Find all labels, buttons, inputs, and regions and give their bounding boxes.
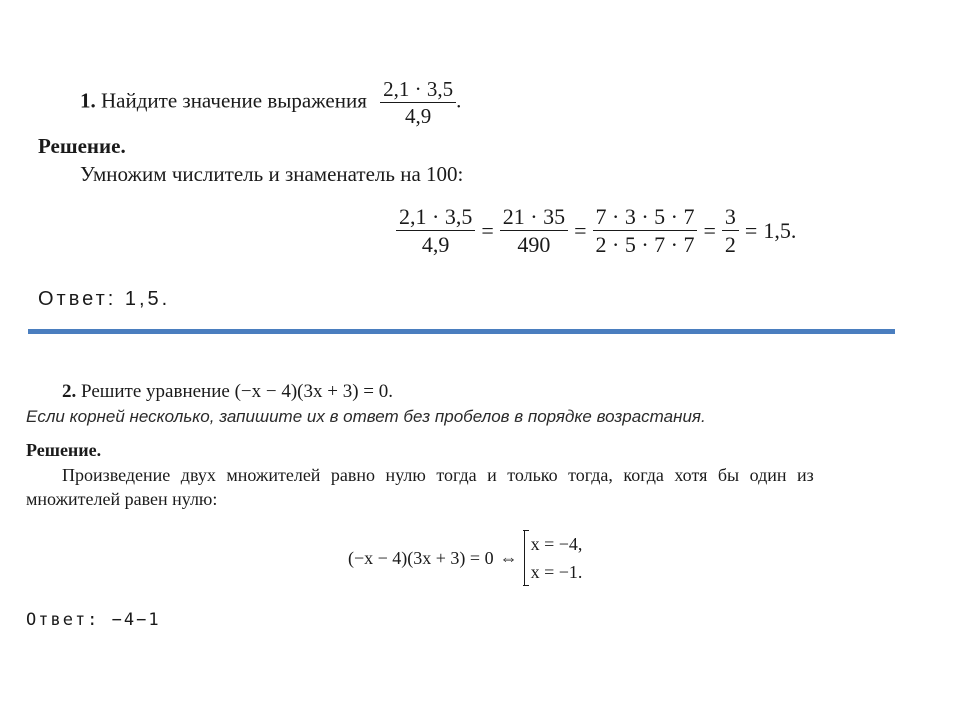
answer-label: Ответ: <box>26 610 100 630</box>
chain-fraction <box>396 205 475 256</box>
chain-result: 1,5. <box>763 217 797 243</box>
fraction-numerator: 2,1 · 3,5 <box>396 205 475 231</box>
root-row: x = −1. <box>530 562 583 582</box>
fraction-denominator: 2 · 5 · 7 · 7 <box>595 232 695 258</box>
root-row: x = −4, <box>530 534 583 554</box>
fraction-denominator: 490 <box>517 232 551 258</box>
problem-2-equivalence <box>348 530 582 586</box>
equals-sign: = <box>481 217 494 243</box>
answer-value: −4−1 <box>111 610 161 630</box>
problem-2-task <box>62 381 393 403</box>
equals-sign: = <box>703 217 716 243</box>
fraction-numerator: 2,1 · 3,5 <box>380 78 456 103</box>
problem-2-task-text: Решите уравнение <box>81 381 230 402</box>
problem-1-calculation-chain <box>396 205 796 256</box>
fraction-denominator: 4,9 <box>421 232 450 258</box>
problem-1-step-text: Умножим числитель и знаменатель на 100: <box>80 162 464 186</box>
problem-2-text-line-1: Произведение двух множителей равно нулю тогда и только тогда, когда хотя бы один из <box>62 465 814 485</box>
equals-sign: = <box>574 217 587 243</box>
problem-1-task-end: . <box>456 88 462 113</box>
problem-1-answer <box>38 288 170 311</box>
fraction-denominator: 2 <box>724 232 736 258</box>
fraction-numerator: 21 · 35 <box>500 205 568 231</box>
chain-fraction <box>500 205 568 256</box>
fraction-numerator: 3 <box>722 205 739 231</box>
fraction-numerator: 7 · 3 · 5 · 7 <box>593 205 698 231</box>
problem-2-note: Если корней несколько, запишите их в ответ без пробелов в порядке возрастания. <box>26 407 706 426</box>
equals-sign: = <box>744 217 758 243</box>
problem-1-solution-label: Решение. <box>38 134 126 158</box>
problem-2-number: 2. <box>62 381 77 402</box>
answer-value: 1,5. <box>124 288 171 310</box>
roots-system <box>524 530 583 586</box>
section-divider <box>28 329 895 334</box>
problem-2-text-line-2: множителей равен нулю: <box>26 489 218 509</box>
problem-1-number: 1. <box>80 88 96 113</box>
iff-symbol: ⇔ <box>499 547 518 568</box>
chain-fraction <box>722 205 739 256</box>
problem-2-equation: (−x − 4)(3x + 3) = 0. <box>234 381 393 402</box>
chain-fraction <box>593 205 698 256</box>
problem-2-solution-label: Решение. <box>26 440 102 460</box>
fraction-denominator: 4,9 <box>405 104 432 129</box>
answer-label: Ответ: <box>38 288 117 310</box>
equation-left-side: (−x − 4)(3x + 3) = 0 <box>348 547 494 568</box>
problem-1-task-text: Найдите значение выражения <box>101 88 367 113</box>
problem-1-expression <box>380 78 456 127</box>
problem-2-answer <box>26 610 161 630</box>
problem-1-task <box>80 78 461 127</box>
